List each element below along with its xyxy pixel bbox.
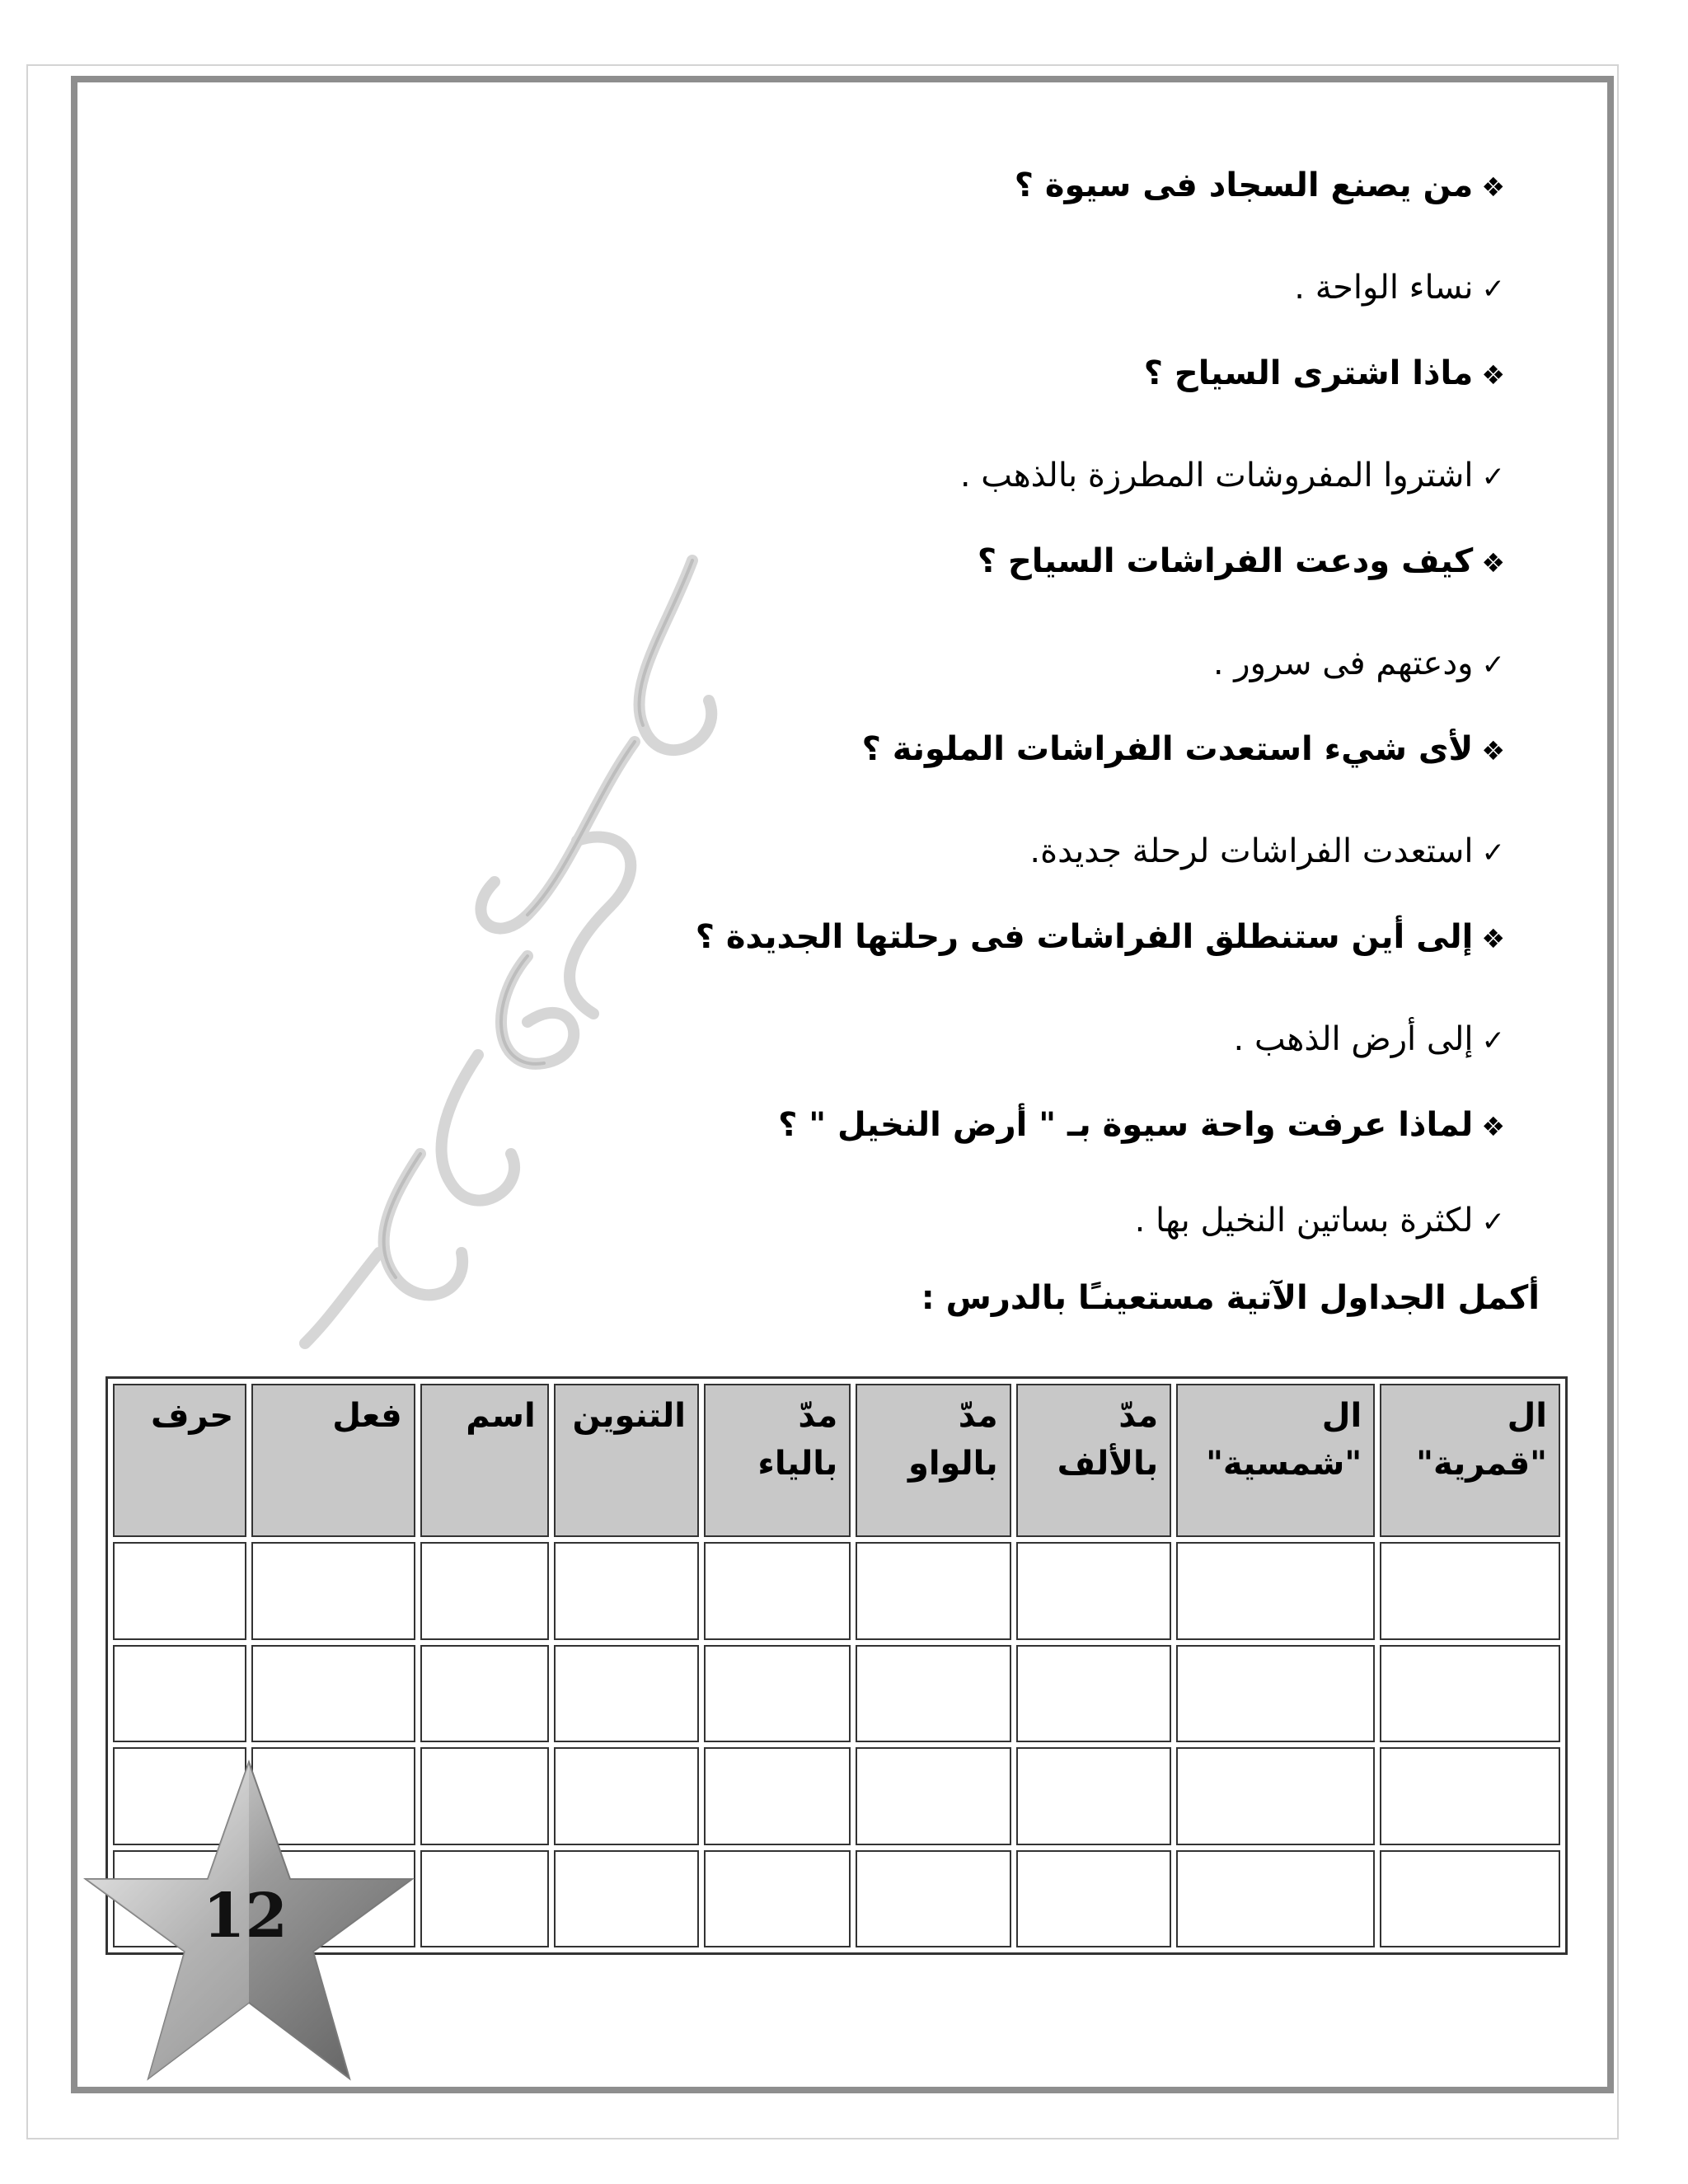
page-number: 12 [203,1881,288,1952]
table-row [113,1542,1560,1640]
header-madd-alif: مدّ بالألف [1016,1384,1171,1537]
checkmark-icon: ✓ [1481,461,1505,494]
table-cell[interactable] [420,1747,549,1845]
exercise-instruction: أكمل الجداول الآتية مستعينـًا بالدرس : [921,1279,1540,1317]
diamond-bullet-icon: ❖ [1481,359,1505,391]
question-5 [696,918,1505,956]
header-shamsiya: ال "شمسية" [1176,1384,1375,1537]
header-madd-ya: مدّ بالياء [704,1384,851,1537]
diamond-bullet-icon: ❖ [1481,735,1505,766]
table-cell[interactable] [420,1645,549,1743]
question-4 [862,730,1505,768]
table-cell[interactable] [1016,1542,1171,1640]
table-cell[interactable] [704,1542,851,1640]
answer-text: لكثرة بساتين النخيل بها . [1134,1202,1474,1240]
header-fiel: فعل [251,1384,415,1537]
table-cell[interactable] [1176,1542,1375,1640]
question-text: كيف ودعت الفراشات السياح ؟ [977,542,1474,580]
table-cell[interactable] [856,1542,1010,1640]
table-cell[interactable] [1176,1645,1375,1743]
table-row [113,1645,1560,1743]
table-cell[interactable] [1016,1747,1171,1845]
table-cell[interactable] [251,1645,415,1743]
answer-text: اشتروا المفروشات المطرزة بالذهب . [959,457,1474,494]
table-cell[interactable] [1176,1747,1375,1845]
table-cell[interactable] [554,1850,699,1948]
question-text: إلى أين ستنطلق الفراشات فى رحلتها الجديدة ؟ [695,918,1474,956]
table-cell[interactable] [1176,1850,1375,1948]
answer-1 [1294,269,1505,307]
header-madd-waw: مدّ بالواو [856,1384,1010,1537]
header-harf: حرف [113,1384,246,1537]
diamond-bullet-icon: ❖ [1481,171,1505,203]
table-header-row [113,1384,1560,1537]
table-cell[interactable] [1380,1542,1560,1640]
diamond-bullet-icon: ❖ [1481,547,1505,579]
checkmark-icon: ✓ [1481,1024,1505,1057]
question-6 [778,1106,1505,1144]
answer-text: استعدت الفراشات لرحلة جديدة. [1029,832,1474,870]
answer-text: إلى أرض الذهب . [1233,1020,1474,1058]
checkmark-icon: ✓ [1481,273,1505,306]
header-ism: اسم [420,1384,549,1537]
question-text: لأى شيء استعدت الفراشات الملونة ؟ [861,730,1474,768]
table-cell[interactable] [113,1542,246,1640]
checkmark-icon: ✓ [1481,1206,1505,1239]
answer-text: نساء الواحة . [1294,269,1474,307]
question-text: من يصنع السجاد فى سيوة ؟ [1014,166,1474,204]
answer-4 [1029,832,1505,870]
diamond-bullet-icon: ❖ [1481,923,1505,954]
table-cell[interactable] [856,1747,1010,1845]
table-cell[interactable] [420,1542,549,1640]
table-cell[interactable] [1016,1645,1171,1743]
question-1 [1015,166,1505,204]
table-cell[interactable] [251,1542,415,1640]
table-cell[interactable] [554,1645,699,1743]
table-cell[interactable] [704,1747,851,1845]
table-cell[interactable] [1380,1850,1560,1948]
question-text: ماذا اشترى السياح ؟ [1143,354,1474,392]
checkmark-icon: ✓ [1481,649,1505,682]
answer-2 [960,457,1505,494]
table-cell[interactable] [856,1850,1010,1948]
question-text: لماذا عرفت واحة سيوة بـ " أرض النخيل " ؟ [778,1106,1474,1144]
header-qamariya: ال "قمرية" [1380,1384,1560,1537]
table-cell[interactable] [1016,1850,1171,1948]
table-cell[interactable] [856,1645,1010,1743]
answer-3 [1213,644,1505,682]
table-cell[interactable] [1380,1747,1560,1845]
answer-5 [1234,1020,1505,1058]
checkmark-icon: ✓ [1481,837,1505,869]
answer-6 [1135,1202,1505,1240]
table-cell[interactable] [554,1747,699,1845]
table-cell[interactable] [113,1645,246,1743]
answer-text: ودعتهم فى سرور . [1212,644,1474,682]
table-cell[interactable] [420,1850,549,1948]
table-cell[interactable] [1380,1645,1560,1743]
header-tanween: التنوين [554,1384,699,1537]
question-3 [978,542,1505,580]
table-cell[interactable] [554,1542,699,1640]
table-cell[interactable] [704,1850,851,1948]
diamond-bullet-icon: ❖ [1481,1111,1505,1142]
question-2 [1144,354,1505,392]
table-cell[interactable] [704,1645,851,1743]
